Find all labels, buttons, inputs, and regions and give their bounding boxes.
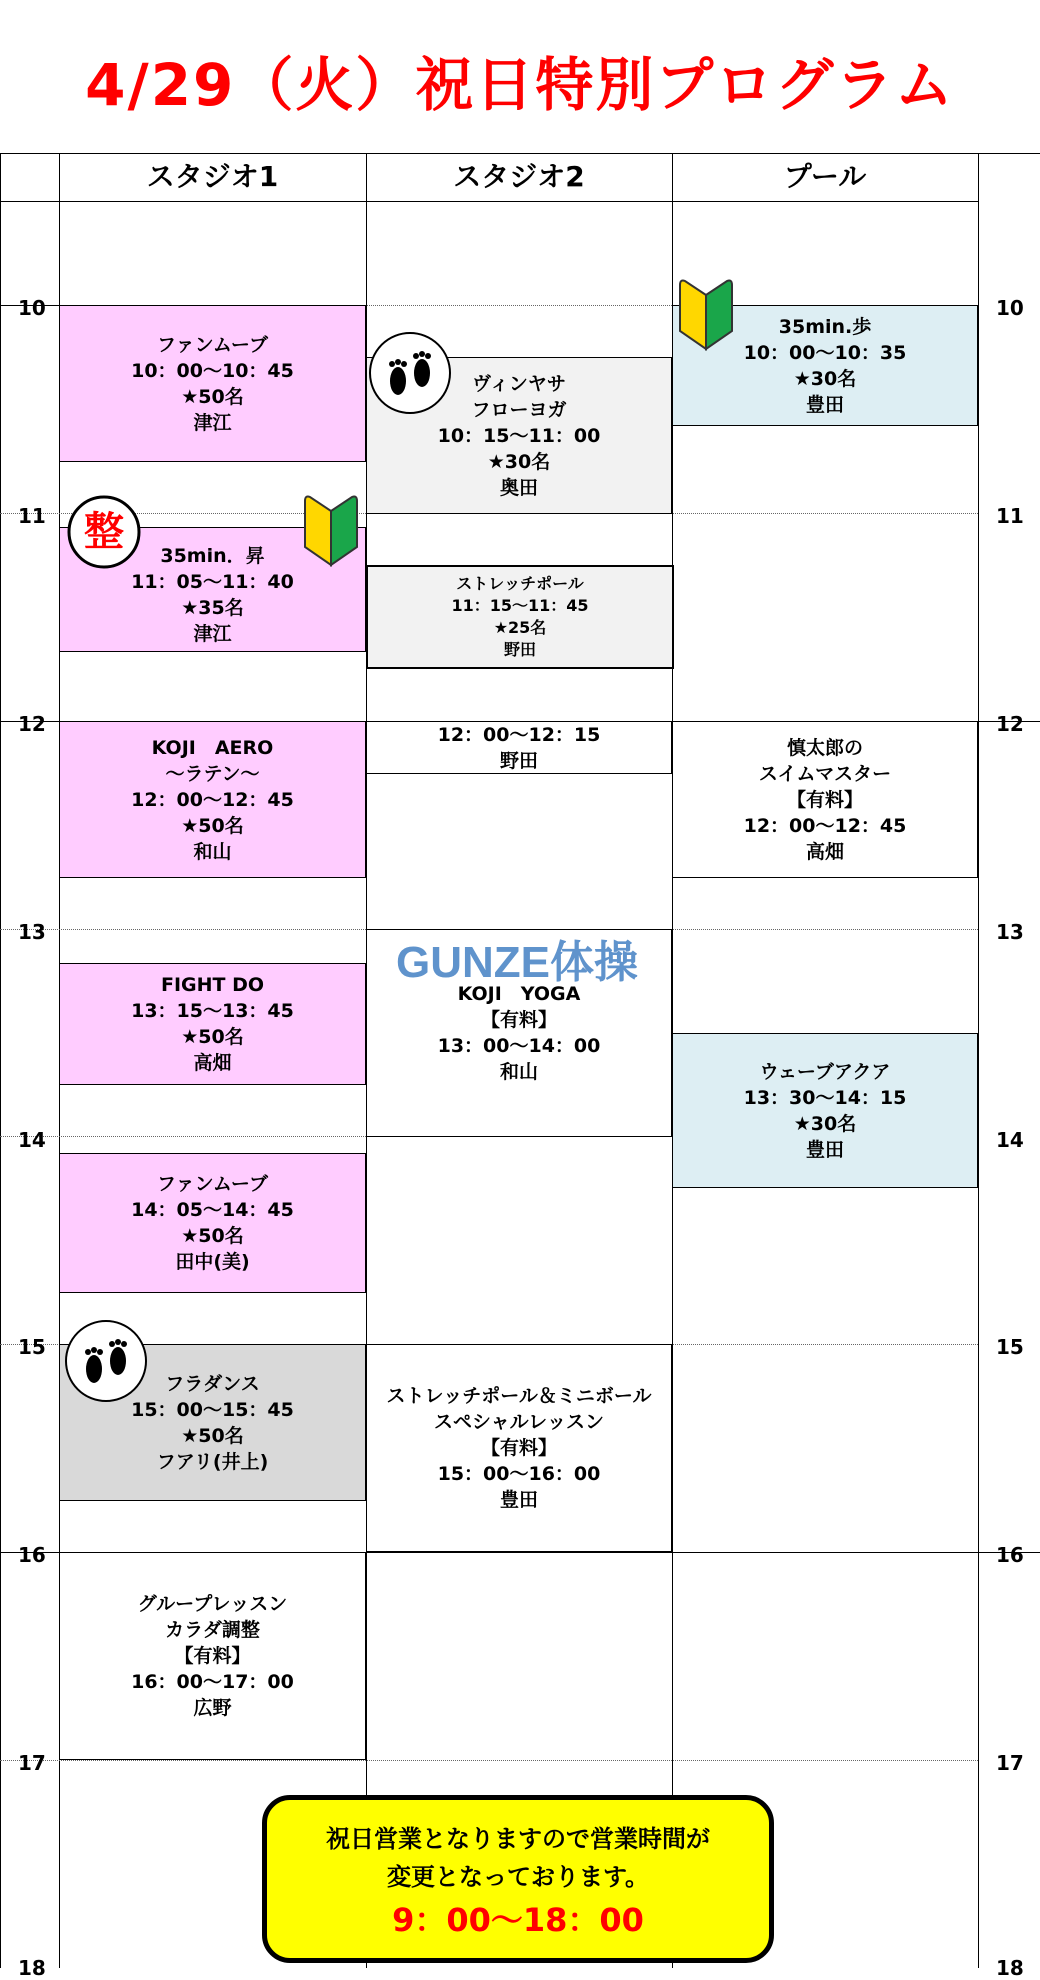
hour-label: 10 [18,296,46,320]
hour-label: 15 [996,1335,1024,1359]
lesson-block: KOJI AERO ～ラテン～ 12：00～12：45 ★50名 和山 [59,721,366,878]
hour-label: 18 [18,1956,46,1980]
hour-label: 14 [18,1128,46,1152]
hour-label: 15 [18,1335,46,1359]
seal-icon [67,495,141,569]
lesson-block: ストレッチポール 11：15～11：45 ★25名 野田 [366,565,674,669]
notice-box [262,1795,774,1963]
lesson-block: フラダンス 15：00～15：45 ★50名 フアリ(井上) [59,1344,366,1501]
lesson-block: 12：00～12：15 野田 [366,721,672,774]
lesson-block: FIGHT DO 13：15～13：45 ★50名 高畑 [59,963,366,1085]
hour-label: 12 [996,712,1024,736]
hour-label: 16 [996,1543,1024,1567]
hour-label: 16 [18,1543,46,1567]
footprints-icon [64,1319,148,1403]
beginner-mark-icon [677,277,735,351]
schedule-grid [0,153,1040,1980]
hour-label: 12 [18,712,46,736]
lesson-block: ファンムーブ 14：05～14：45 ★50名 田中(美) [59,1153,366,1293]
lesson-block: KOJI YOGA 【有料】 13：00～14：00 和山 [366,929,672,1137]
hour-label: 11 [996,504,1024,528]
business-hours: 9：00～18：00 [392,1901,644,1939]
hour-label: 13 [996,920,1024,944]
hour-label: 11 [18,504,46,528]
footprints-icon [368,331,452,415]
hour-label: 10 [996,296,1024,320]
lesson-block: 慎太郎の スイムマスター 【有料】 12：00～12：45 高畑 [672,721,978,878]
page-title: 4/29（火）祝日特別プログラム [85,51,955,119]
hour-label: 14 [996,1128,1024,1152]
lesson-block: ストレッチポール＆ミニボール スペシャルレッスン 【有料】 15：00～16：00 豊田 [366,1344,672,1552]
column-header-studio1: スタジオ1 [146,160,279,193]
lesson-block: ヴィンヤサ フローヨガ 10：15～11：00 ★30名 奥田 [366,357,672,514]
lesson-block: ファンムーブ 10：00～10：45 ★50名 津江 [59,305,366,462]
hour-label: 13 [18,920,46,944]
lesson-block: グループレッスン カラダ調整 【有料】 16：00～17：00 広野 [59,1552,366,1760]
column-header-pool: プール [783,160,867,193]
gunze-logo: GUNZE体操 [396,938,638,987]
beginner-mark-icon [302,493,360,567]
notice-line: 変更となっております。 [386,1863,650,1891]
seal-text: 整 [84,509,124,555]
lesson-block: 35min．昇 11：05～11：40 ★35名 津江 [59,527,366,652]
hour-label: 17 [18,1751,46,1775]
hour-label: 17 [996,1751,1024,1775]
notice-line: 祝日営業となりますので営業時間が [326,1825,710,1853]
lesson-block: 35min.歩 10：00～10：35 ★30名 豊田 [672,305,978,426]
lesson-block: ウェーブアクア 13：30～14：15 ★30名 豊田 [672,1033,978,1188]
column-header-studio2: スタジオ2 [453,160,585,193]
hour-label: 18 [996,1956,1024,1980]
